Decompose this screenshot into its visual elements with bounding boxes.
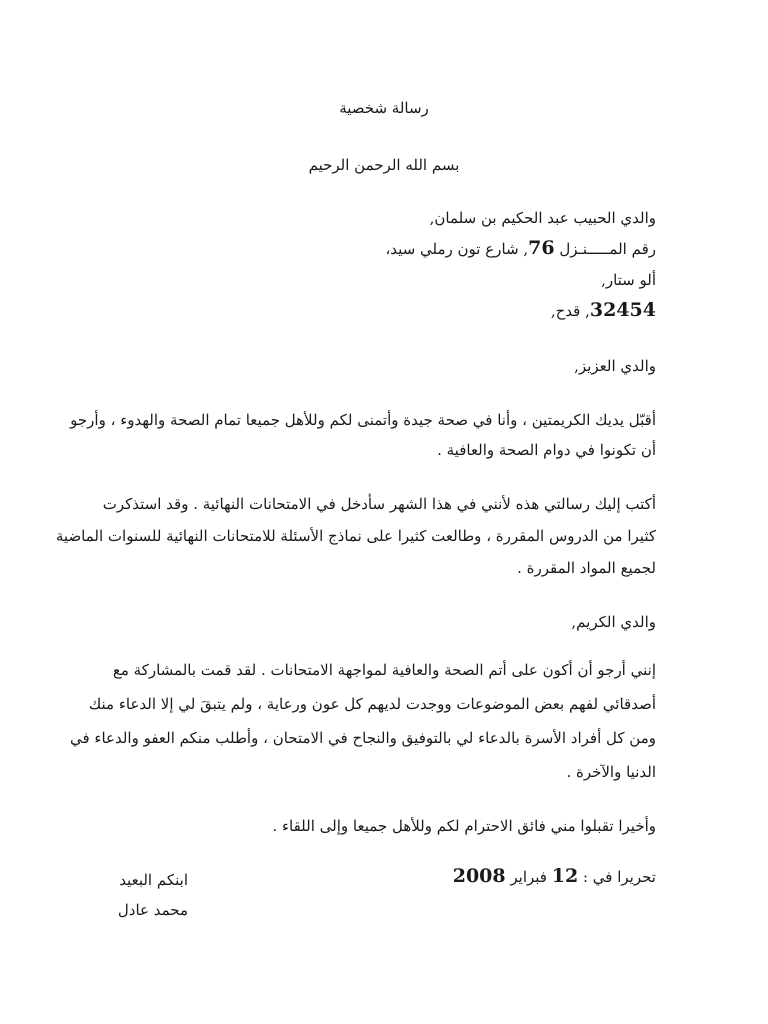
paragraph-3-line-4: الدنيا والآخرة .	[566, 763, 656, 781]
address-line-3: ألو ستار,	[601, 271, 656, 289]
greeting-2: والدي الكريم,	[571, 613, 656, 631]
date-prefix: تحريرا في :	[578, 868, 656, 886]
address-line-2	[385, 238, 656, 259]
signoff: ابنكم البعيد	[119, 871, 188, 889]
date-month: فبراير	[505, 868, 552, 886]
date-day: 12	[551, 865, 579, 887]
address-line-4	[551, 300, 656, 321]
address-line-1: والدي الحبيب عبد الحكيم بن سلمان,	[429, 209, 656, 227]
paragraph-1-line-1: أقبّل يديك الكريمتين ، وأنا في صحة جيدة وأتمنى لكم وللأهل جميعا تمام الصحة والهدوء ، وأرجو	[70, 411, 656, 429]
paragraph-3-line-1: إنني أرجو أن أكون على أتم الصحة والعافية لمواجهة الامتحانات . لقد قمت بالمشاركة مع	[112, 661, 656, 679]
address-prefix: رقم المـــــنـزل	[554, 240, 656, 258]
greeting-1: والدي العزيز,	[574, 357, 656, 375]
paragraph-2-line-2: كثيرا من الدروس المقررة ، وطالعت كثيرا على نماذج الأسئلة للامتحانات النهائية للسنوات الماضية	[55, 527, 656, 545]
house-number: 76	[528, 237, 555, 259]
paragraph-3-line-3: ومن كل أفراد الأسرة بالدعاء لي بالتوفيق والنجاح في الامتحان ، وأطلب منكم العفو والدعاء في	[69, 729, 656, 747]
date-line	[453, 866, 656, 887]
signature-name: محمد عادل	[117, 901, 188, 919]
postal-code: 32454	[589, 299, 656, 321]
address-street: , شارع تون رملي سيد،	[385, 240, 529, 258]
paragraph-2-line-3: لجميع المواد المقررة .	[517, 559, 656, 577]
basmala: بسم الله الرحمن الرحيم	[308, 156, 460, 174]
date-year: 2008	[452, 865, 506, 887]
closing-line: وأخيرا تقبلوا مني فائق الاحترام لكم وللأهل جميعا وإلى اللقاء .	[272, 817, 656, 835]
letter-title: رسالة شخصية	[339, 99, 429, 117]
paragraph-2-line-1: أكتب إليك رسالتي هذه لأنني في هذا الشهر سأدخل في الامتحانات النهائية . وقد استذكرت	[102, 495, 656, 513]
address-state: , قدح,	[550, 302, 590, 320]
paragraph-1-line-2: أن تكونوا في دوام الصحة والعافية .	[437, 441, 656, 459]
paragraph-3-line-2: أصدقائي لفهم بعض الموضوعات ووجدت لديهم كل عون ورعاية ، ولم يتبقَ لي إلا الدعاء منك	[88, 695, 656, 713]
